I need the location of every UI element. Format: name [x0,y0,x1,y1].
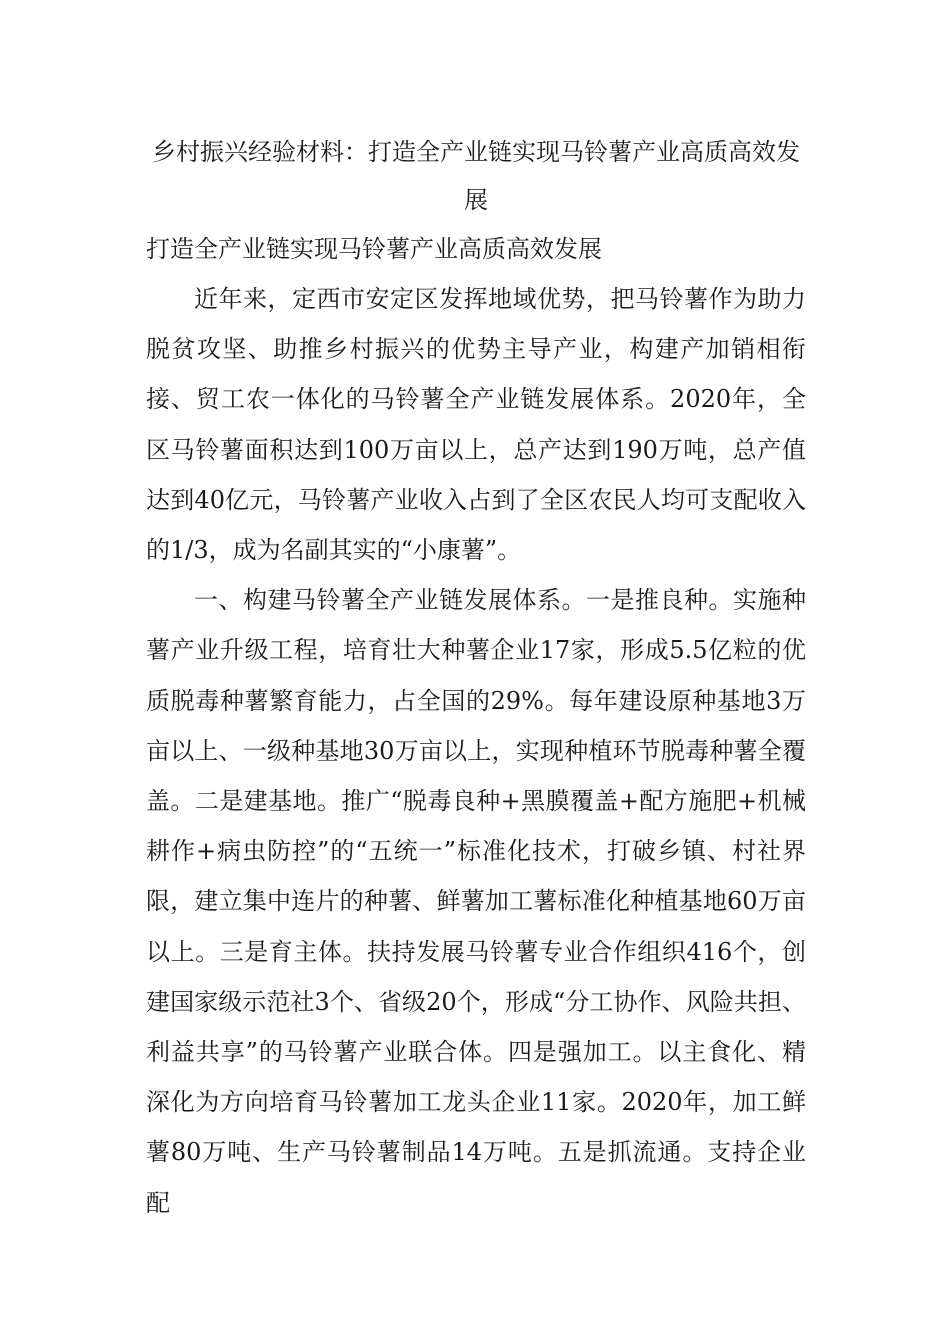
document-page [146,128,806,1228]
paragraph-intro: 近年来，定西市安定区发挥地域优势，把马铃薯作为助力脱贫攻坚、助推乡村振兴的优势主导产业，构建产加销相衔接、贸工农一体化的马铃薯全产业链发展体系。2020年，全区马铃薯面积达到100万亩以上，总产达到190万吨，总产值达到40亿元，马铃薯产业收入占到了全区农民人均可支配收入的1/3，成为名副其实的“小康薯”。 [146,285,806,565]
document-subtitle: 打造全产业链实现马铃薯产业高质高效发展 [146,235,602,263]
paragraph-section-one: 一、构建马铃薯全产业链发展体系。一是推良种。实施种薯产业升级工程，培育壮大种薯企业17家，形成5.5亿粒的优质脱毒种薯繁育能力，占全国的29%。每年建设原种基地3万亩以上、一级种基地30万亩以上，实现种植环节脱毒种薯全覆盖。二是建基地。推广“脱毒良种+黑膜覆盖+配方施肥+机械耕作+病虫防控”的“五统一”标准化技术，打破乡镇、村社界限，建立集中连片的种薯、鲜薯加工薯标准化种植基地60万亩以上。三是育主体。扶持发展马铃薯专业合作组织416个，创建国家级示范社3个、省级20个，形成“分工协作、风险共担、利益共享”的马铃薯产业联合体。四是强加工。以主食化、精深化为方向培育马铃薯加工龙头企业11家。2020年，加工鲜薯80万吨、生产马铃薯制品14万吨。五是抓流通。支持企业配 [146,586,806,1217]
document-title: 乡村振兴经验材料：打造全产业链实现马铃薯产业高质高效发展 [152,138,800,214]
